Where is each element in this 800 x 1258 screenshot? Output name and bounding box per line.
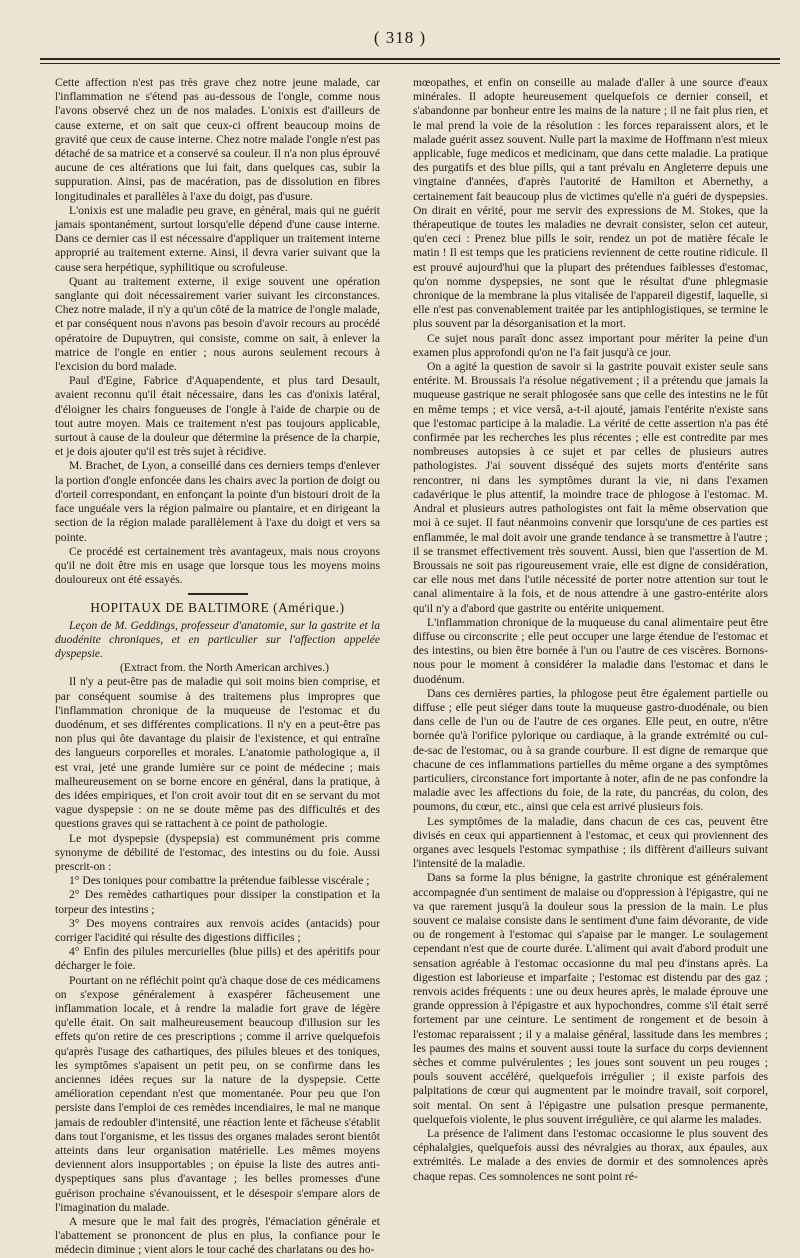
remedy-item: 2° Des remèdes cathartiques pour dissiper la constipation et la torpeur des intestins ;: [55, 888, 380, 916]
right-column: [413, 76, 768, 1183]
paragraph: On a agité la question de savoir si la gastrite pouvait exister seule sans entérite. M. Broussais l'a résolue négativement ; il a prétendu que jamais la muqueuse gastrique ne serait phlogosée sans que celle des intestins ne le fût en même temps ; et vice versâ, a-t-il ajouté, jamais l'entérite n'existe sans que l'estomac participe à la maladie. La vérité de cette assertion n'a pas été confirmée par les recherches les plus récentes ; elle est contredite par mes nombreuses autopsies à ce sujet et par celles de plusieurs autres pathologistes. J'ai souvent disséqué des sujets morts d'entérite sans rencontrer, ni dans les symptômes durant la vie, ni dans l'examen cadavérique le plus attentif, la moindre trace de phlogose à l'estomac. M. Andral et plusieurs autres pathologistes ont fait la même observation que moi à ce sujet. Il faut néanmoins convenir que lorsqu'une de ces parties est enflammée, le mal doit avoir une grande tendance à se transmettre à l'autre ; il se transmet effectivement très souvent. Aussi, bien que l'assertion de M. Broussais ne soit pas rigoureusement vraie, elle est digne de considération, car elle nous met dans l'utile nécessité de porter notre attention sur tout le canal alimentaire à la fois, et de nous attendre à une gastro-entérite alors qu'il n'y a d'abord que gastrite ou entérite uniquement.: [413, 360, 768, 615]
remedy-item: 1° Des toniques pour combattre la prétendue faiblesse viscérale ;: [69, 874, 370, 888]
header-rule-thin: [40, 63, 780, 64]
remedy-item: 3° Des moyens contraires aux renvois acides (antacids) pour corriger l'acidité qui résulte des digestions difficiles ;: [55, 916, 380, 944]
paragraph: L'inflammation chronique de la muqueuse du canal alimentaire peut être diffuse ou circonscrite ; elle peut occuper une large étendue de l'estomac et des intestins, ou bien être bornée à l'un ou l'autre de ces viscères. Bornons-nous pour le moment à considérer la maladie dans l'estomac et dans le duodénum.: [413, 615, 768, 686]
remedy-list: [55, 874, 380, 973]
paragraph: L'onixis est une maladie peu grave, en général, mais qui ne guérit jamais spontanément, surtout lorsqu'elle dépend d'une cause interne. Dans ce dernier cas il est nécessaire d'appliquer un traitement interne approprié au traitement externe. Ainsi, il devra varier suivant que la cause sera herpétique, syphilitique ou scrofuleuse.: [55, 203, 380, 274]
remedy-item: 4° Enfin des pilules mercurielles (blue pills) et des apéritifs pour décharger le foie.: [55, 945, 380, 973]
paragraph: Il n'y a peut-être pas de maladie qui soit moins bien comprise, et par conséquent soumise à des traitemens plus impropres que l'inflammation chronique de la muqueuse de l'estomac et du duodénum, et ses différentes complications. Il n'y en a peut-être pas non plus qui ôte davantage du plaisir de l'existence, et qui entraîne des langueurs corporelles et morales. L'anatomie pathologique a, il est vrai, jeté une grande lumière sur ce point de médecine ; mais malheureusement on se borne encore en général, dans la pratique, à des idées empiriques, et l'on croit avoir tout dit en se servant du mot vague dyspepsie : on ne se doute même pas des difficultés et des questions graves qui se rattachent à ce point de pathologie.: [55, 675, 380, 831]
paragraph: Quant au traitement externe, il exige souvent une opération sanglante qui doit nécessairement varier suivant les circonstances. Chez notre malade, il n'y a qu'un côté de la matrice de l'ongle malade, et par conséquent nous n'avons pas besoin d'avoir recours au procédé opératoire de Dupuytren, qui consiste, comme on sait, à enlever la matrice de l'ongle en entier ; nous aurons seulement recours à l'excision du bord malade.: [55, 274, 380, 374]
paragraph: Le mot dyspepsie (dyspepsia) est communément pris comme synonyme de débilité de l'estomac, des intestins ou du foie. Aussi prescrit-on :: [55, 831, 380, 873]
paragraph: A mesure que le mal fait des progrès, l'émaciation générale et l'abattement se prononcent de plus en plus, la confiance pour le médecin diminue ; vient alors le tour caché des charlatans ou des ho-: [55, 1215, 380, 1257]
paragraph: M. Brachet, de Lyon, a conseillé dans ces derniers temps d'enlever la portion d'ongle enfoncée dans les chairs avec la portion de doigt ou d'orteil correspondant, en enfonçant la pointe d'un bistouri droit de la face unguéale vers la région palmaire ou plantaire, et en dirigeant la section de la région malade parallèlement à l'axe du doigt et vers sa pointe.: [55, 459, 380, 544]
paragraph: Ce procédé est certainement très avantageux, mais nous croyons qu'il ne doit être mis en usage que lorsque tous les moyens moins douloureux ont été essayés.: [55, 544, 380, 587]
header-rule-thick: [40, 58, 780, 60]
paragraph: Pourtant on ne réfléchit point qu'à chaque dose de ces médicamens on s'expose généralement à exaspérer fâcheusement une inflammation locale, et à rendre la maladie fort grave de légère qu'elle était. On sait malheureusement beaucoup d'illusion sur les effets qu'on retire de ces prescriptions ; comme il arrive quelquefois qu'après l'usage des cathartiques, des pilules bleues et des toniques, les symptômes s'apaisent un petit peu, on se confirme dans les anciennes idées reçues sur la nature de la dyspepsie. Cette amélioration cependant n'est que momentanée. Pour peu que l'on persiste dans l'emploi de ces remèdes incendiaires, le mal ne manque jamais de redoubler d'intensité, une réaction lente et fâcheuse s'établit dans tout l'organisme, et les tissus des organes malades seront bientôt atteints dans leur organisation matérielle. Les mêmes moyens deviennent alors insupportables ; on épuise la liste des autres anti-dyspeptiques sans plus d'avantage ; les belles promesses d'une guérison prochaine s'évanouissent, et le désespoir s'empare alors de l'imagination du malade.: [55, 973, 380, 1214]
section-divider: [188, 593, 248, 595]
paragraph: mœopathes, et enfin on conseille au malade d'aller à une source d'eaux minérales. Il adopte heureusement quelquefois ce dernier conseil, et s'abandonne par bonheur entre les mains de la nature ; il ne fait plus rien, et le mal prend la voie de la résolution : les forces reparaissent alors, et le malade guérit assez souvent. Nulle part la maxime de Hoffmann n'est mieux applicable, fuge medicos et medicinam, que dans cette maladie. La pratique des purgatifs et des blue pills, qui a tant prévalu en Angleterre depuis une vingtaine d'années, d'après l'autorité de Hamilton et Abernethy, a certainement fait beaucoup plus de victimes qu'elle n'a guéri de dyspepsies. On dirait en vérité, pour me servir des expressions de M. Stokes, que la thérapeutique de toutes les maladies ne devrait consister, selon cet auteur, qu'en ceci : Prenez blue pills le soir, rendez un pot de matière fécale le matin ! Il est temps que les praticiens reviennent de cette routine ridicule. Il est prouvé aujourd'hui que la plupart des prétendues faiblesses d'estomac, qu'on nomme dyspepsies, ne sont que le résultat d'une phlegmasie chronique de la membrane la plus vitalisée de l'appareil digestif, laquelle, si elle n'est pas convenablement traitée par les antiphlogistiques, se termine le plus souvent par la désorganisation et la mort.: [413, 76, 768, 331]
lecture-subtitle: Leçon de M. Geddings, professeur d'anatomie, sur la gastrite et la duodénite chroniques, et en particulier sur l'affection appelée dyspepsie.: [55, 618, 380, 660]
source-note: (Extract from. the North American archives.): [120, 661, 329, 675]
paragraph: Dans ces dernières parties, la phlogose peut être également partielle ou diffuse ; elle peut siéger dans toute la muqueuse gastro-duodénale, ou bien dans celle de l'un ou de l'autre de ces organes. Elle peut, en outre, n'être bornée qu'à l'orifice pylorique ou cardiaque, à la grande extrémité ou cul-de-sac de l'estomac, ou à sa grande courbure. Il est digne de remarque que chacune de ces inflammations partielles du même organe a des symptômes particuliers, circonstance fort importante à noter, afin de ne pas confondre la maladie avec les affections du foie, de la rate, du pancréas, du colon, des poumons, du cœur, etc., ainsi que cela est arrivé plusieurs fois.: [413, 686, 768, 814]
page-number: ( 318 ): [373, 28, 427, 47]
paragraph: Paul d'Egine, Fabrice d'Aquapendente, et plus tard Desault, avaient reconnu qu'il était nécessaire, dans les cas d'onixis latéral, d'éloigner les chairs fongueuses de l'ongle à l'aide de charpie ou de tout autre moyen. Mais ce traitement n'est pas toujours applicable, surtout à cause de la douleur que détermine la présence de la charpie, et je dois ajouter qu'il est très sujet à récidive.: [55, 374, 380, 459]
paragraph: Ce sujet nous paraît donc assez important pour mériter la peine d'un examen plus approfondi qu'on ne l'a fait jusqu'à ce jour.: [413, 331, 768, 359]
section-title: HOPITAUX DE BALTIMORE (Amérique.): [90, 600, 345, 616]
paragraph: Les symptômes de la maladie, dans chacun de ces cas, peuvent être divisés en ceux qui appartiennent à l'estomac, et ceux qui proviennent des organes avec lesquels l'estomac sympathise ; ils diffèrent d'ailleurs suivant l'intensité de la maladie.: [413, 814, 768, 871]
paragraph: Dans sa forme la plus bénigne, la gastrite chronique est généralement accompagnée d'un sentiment de malaise ou d'oppression à l'épigastre, qui ne va que rarement jusqu'à la douleur sous la pression de la main. Le plus souvent ce malaise consiste dans le sentiment d'une faim dévorante, de vide ou de rongement à l'estomac qui s'apaise par le manger. Le soulagement cependant n'est que de courte durée. L'aliment qui avait d'abord produit une sensation agréable à l'estomac occasionne du mal peu d'instans après. La digestion est laborieuse et imparfaite ; l'estomac est distendu par des gaz ; renvois acides fréquents : une ou deux heures après, le malade éprouve une grande oppression à l'épigastre et aux hypochondres, comme s'il était serré fortement par une ceinture. Le sentiment de rongement et de besoin à l'estomac reparaissent ; il y a malaise général, lassitude dans les membres ; les paumes des mains et souvent aussi toute la surface du corps deviennent sèches et comme pulvérulentes ; les joues sont souvent un peu rouges ; pouls souvent accéléré, quelquefois irrégulier ; il existe parfois des palpitations de cœur qui augmentent par le moindre travail, soit corporel, soit mental. On sent à l'épigastre une pulsation presque permanente, quelquefois violente, le plus souvent irrégulière, ce qui alarme les malades.: [413, 871, 768, 1126]
paragraph: Cette affection n'est pas très grave chez notre jeune malade, car l'inflammation ne s'étend pas au-dessous de l'ongle, comme nous l'avons observé chez un de nos malades. L'onixis est d'ailleurs de cause externe, et on sait que ceux-ci offrent beaucoup moins de gravité que ceux de cause interne. Chez notre malade l'ongle n'est pas détaché de sa matrice et a conservé sa couleur. Il n'a non plus éprouvé aucune de ces altérations que lui fait, dans quelques cas, subir la suppuration. Ainsi, pas de macération, pas de dissolution en fibres longitudinales et parallèles à l'axe du doigt, pas d'usure.: [55, 76, 380, 203]
paragraph: La présence de l'aliment dans l'estomac occasionne le plus souvent des céphalalgies, quelquefois aussi des névralgies au thorax, aux épaules, aux extrémités. Le malade a des envies de dormir et des somnolences après chaque repas. Ces somnolences ne sont point ré-: [413, 1127, 768, 1183]
left-column: [55, 76, 380, 1257]
